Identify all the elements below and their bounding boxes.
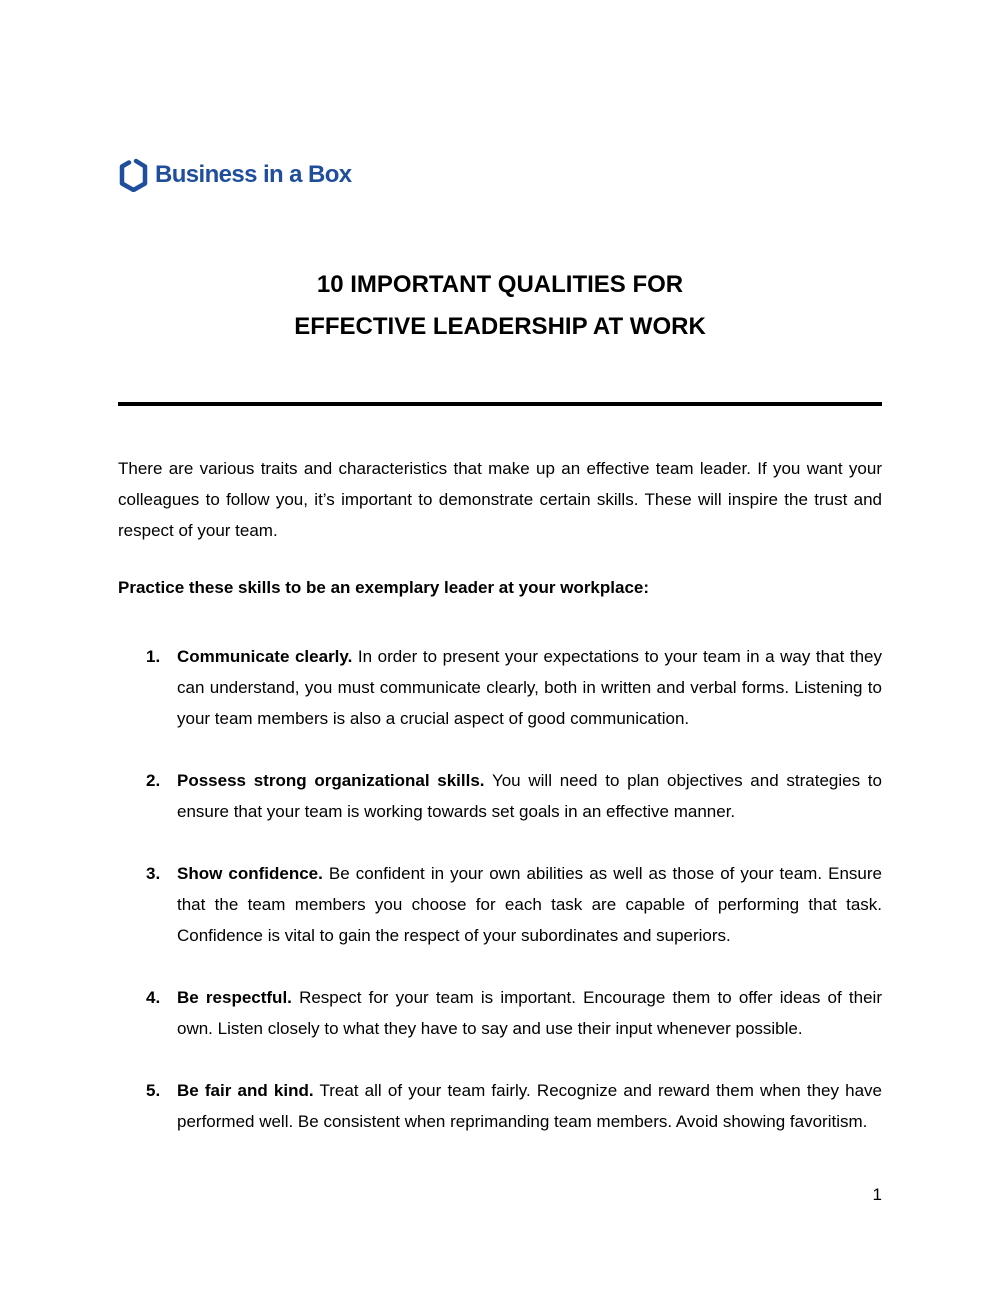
item-text: In order to present your expectations to your team in a way that they can understand, you must communicate clearly, both in written and verbal forms. Listening to your team members is also a crucial aspect of good communication. [177,647,882,728]
item-heading: Communicate clearly. [177,647,353,666]
brand-logo [119,157,352,193]
title-divider [118,402,882,406]
item-number: 1. [146,647,161,666]
qualities-list [118,641,882,1168]
item-heading: Be respectful. [177,988,292,1007]
item-heading: Be fair and kind. [177,1081,314,1100]
intro-paragraph: There are various traits and characteristics that make up an effective team leader. If you want your colleagues to follow you, it’s important to demonstrate certain skills. These will inspire the trust and respect of your team. [118,459,882,540]
list-item [118,982,882,1044]
title-line-1: 10 IMPORTANT QUALITIES FOR [316,271,684,298]
item-text: Respect for your team is important. Encourage them to offer ideas of their own. Listen closely to what they have to say and use their input whenever possible. [177,988,882,1038]
hexagon-logo-icon [119,158,148,192]
list-item [118,1075,882,1137]
item-text: You will need to plan objectives and strategies to ensure that your team is working towards set goals in an effective manner. [177,771,882,821]
list-item [118,641,882,734]
item-heading: Possess strong organizational skills. [177,771,485,790]
list-lead-in: Practice these skills to be an exemplary leader at your workplace: [118,578,650,597]
item-text: Be confident in your own abilities as well as those of your team. Ensure that the team members you choose for each task are capable of performing that task. Confidence is vital to gain the respect of your subordinates and superiors. [177,864,882,945]
item-text: Treat all of your team fairly. Recognize and reward them when they have performed well. Be consistent when reprimanding team members. Avoid showing favoritism. [177,1081,883,1131]
item-heading: Show confidence. [177,864,323,883]
item-number: 3. [146,864,161,883]
item-number: 2. [146,771,161,790]
item-number: 5. [146,1081,161,1100]
list-item [118,858,882,951]
item-number: 4. [146,988,161,1007]
brand-name: Business in a Box [155,161,352,188]
list-item [118,765,882,827]
page-number: 1 [872,1185,882,1204]
title-line-2: EFFECTIVE LEADERSHIP AT WORK [294,313,706,340]
document-title [118,264,882,348]
